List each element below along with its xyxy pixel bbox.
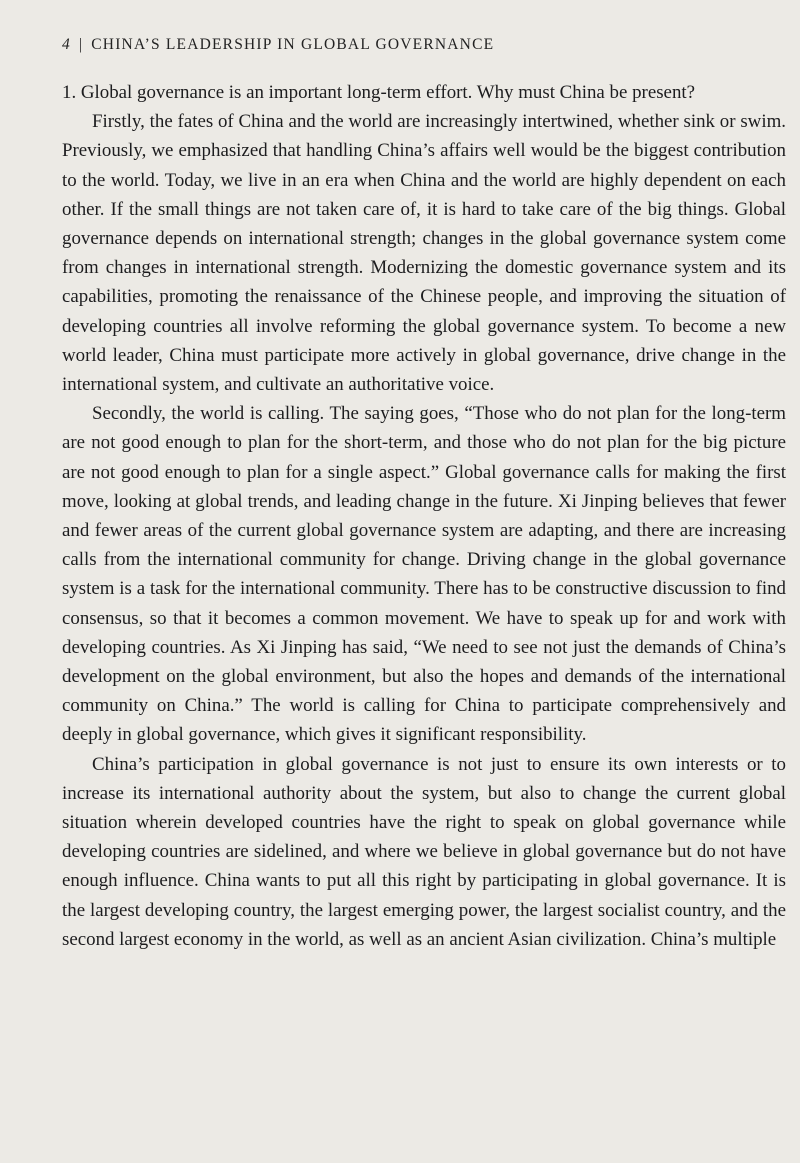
page-number: 4 bbox=[62, 36, 71, 53]
running-header bbox=[62, 36, 786, 54]
header-separator: | bbox=[78, 36, 84, 53]
paragraph-3: China’s participation in global governance is not just to ensure its own interests or to increase its international authority about the system, but also to change the current global situation wherein developed countries have the right to speak on global governance while developing countries are sidelined, and where we believe in global governance but do not have enough influence. China wants to put all this right by participating in global governance. It is the largest developing country, the largest emerging power, the largest socialist country, and the second largest economy in the world, as well as an ancient Asian civilization. China’s multiple bbox=[62, 753, 786, 950]
paragraph-2: Secondly, the world is calling. The saying goes, “Those who do not plan for the long-term are not good enough to plan for the short-term, and those who do not plan for the big picture are not good enough to plan for a single aspect.” Global governance calls for making the first move, looking at global trends, and leading change in the future. Xi Jinping believes that fewer and fewer areas of the current global governance system are adapting, and there are increasing calls from the international community for change. Driving change in the global governance system is a task for the international community. There has to be constructive discussion to find consensus, so that it becomes a common movement. We have to speak up for and work with developing countries. As Xi Jinping has said, “We need to see not just the demands of China’s development on the global environment, but also the hopes and demands of the international community on China.” The world is calling for China to participate comprehensively and deeply in global governance, which gives it significant responsibility. bbox=[62, 403, 786, 746]
section-heading: 1. Global governance is an important long-term effort. Why must China be present? bbox=[62, 82, 696, 103]
paragraph-1: Firstly, the fates of China and the world are increasingly intertwined, whether sink or swim. Previously, we emphasized that handling China’s affairs well would be the biggest contribution to the world. Today, we live in an era when China and the world are highly dependent on each other. If the small things are not taken care of, it is hard to take care of the big things. Global governance depends on international strength; changes in the global governance system come from changes in international strength. Modernizing the domestic governance system and its capabilities, promoting the renaissance of the Chinese people, and improving the situation of developing countries all involve reforming the global governance system. To become a new world leader, China must participate more actively in global governance, drive change in the international system, and cultivate an authoritative voice. bbox=[62, 111, 786, 396]
body-text bbox=[62, 78, 786, 954]
book-title: CHINA’S LEADERSHIP IN GLOBAL GOVERNANCE bbox=[91, 36, 495, 53]
